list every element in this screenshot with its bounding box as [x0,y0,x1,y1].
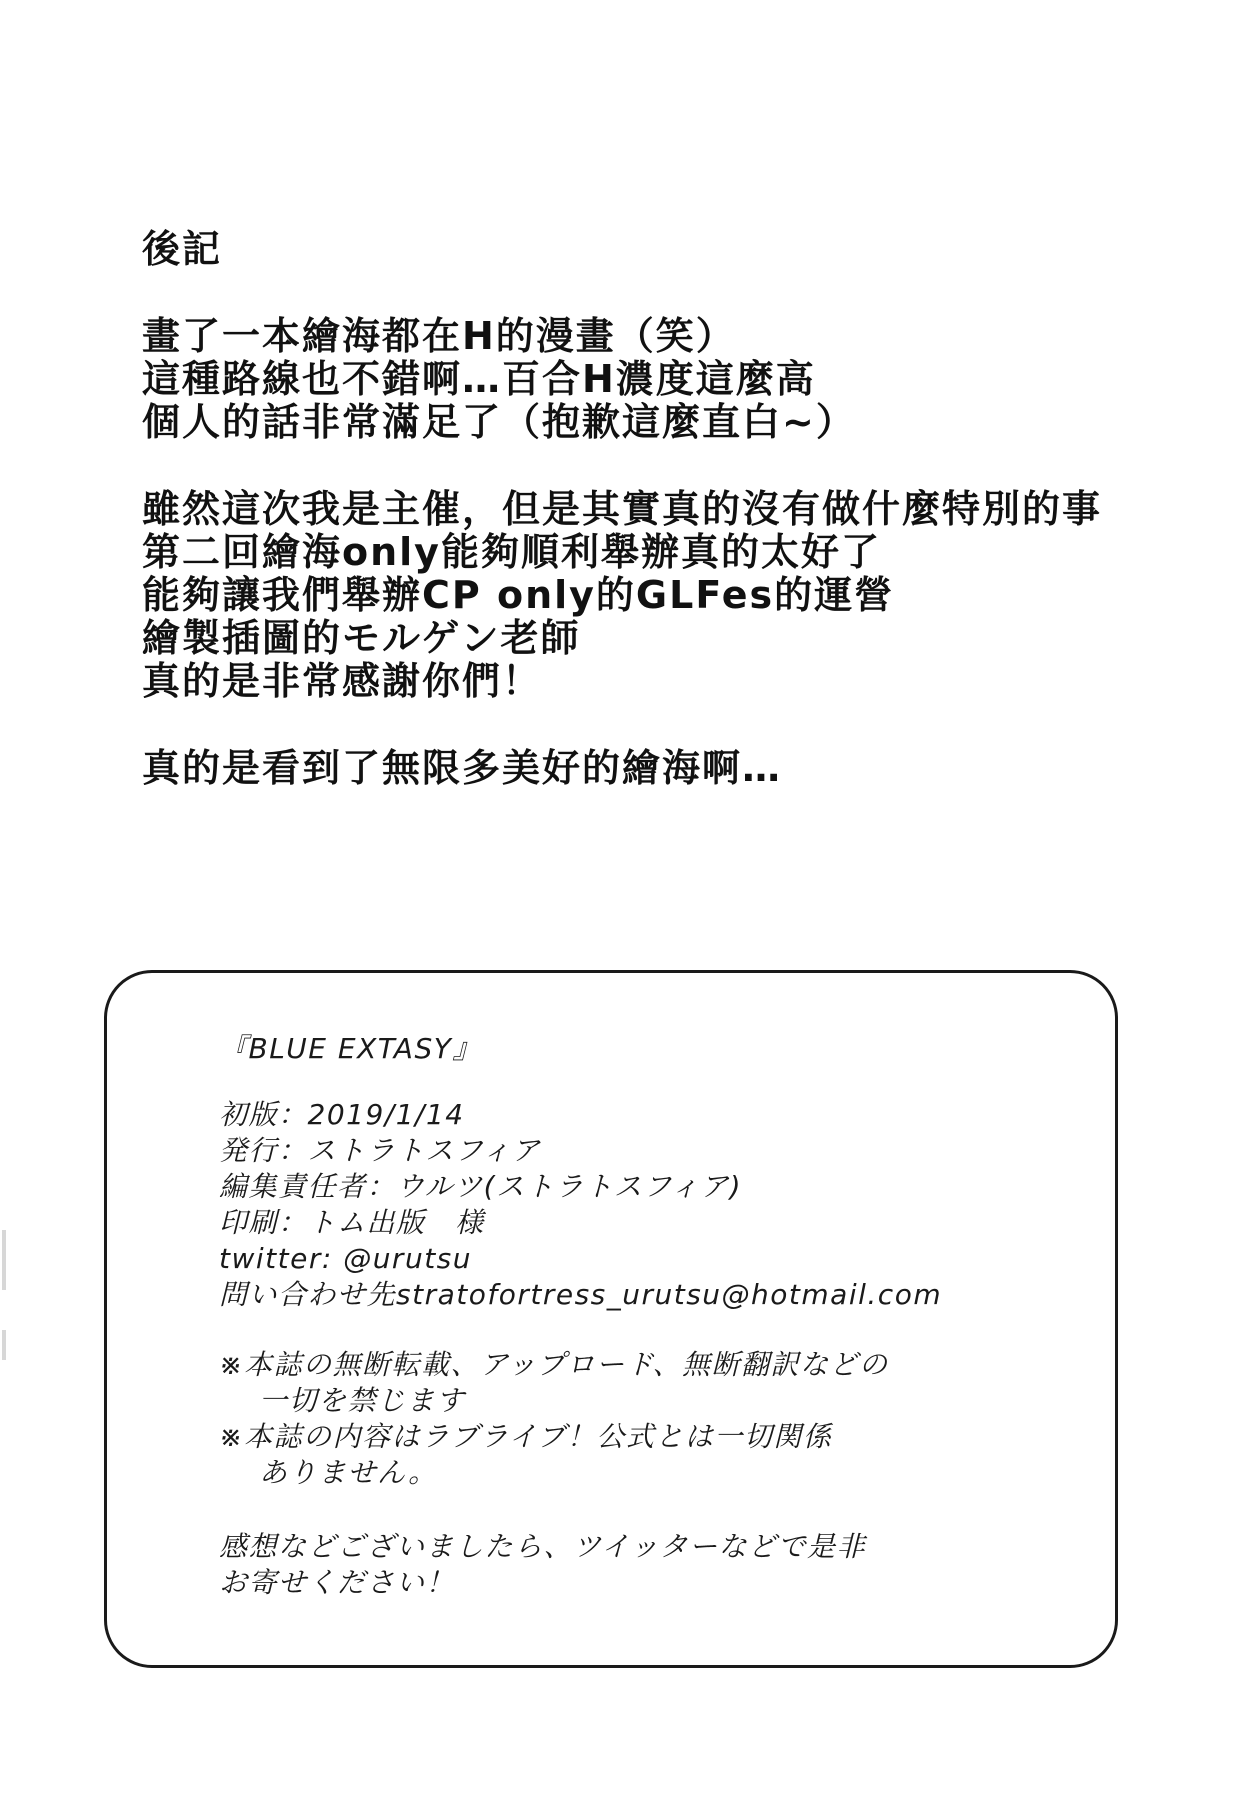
afterword-line: 雖然這次我是主催，但是其實真的沒有做什麼特別的事 [142,487,1103,531]
book-title: 『BLUE EXTASY』 [219,1032,482,1065]
copyright-notes [219,1347,942,1491]
spacer [142,444,1142,488]
note-line: ありません。 [259,1456,438,1489]
closing-message [219,1529,942,1601]
twitter-handle: twitter: @urutsu [219,1242,473,1275]
colophon-box [104,970,1118,1668]
afterword-line: 這種路線也不錯啊…百合H濃度這麼高 [142,357,816,401]
afterword-line: 繪製插圖的モルゲン老師 [142,616,581,660]
afterword-section [142,228,1142,790]
afterword-line: 能夠讓我們舉辦CP only的GLFes的運營 [142,573,895,617]
afterword-line: 真的是看到了無限多美好的繪海啊… [142,746,783,790]
afterword-line: 第二回繪海only能夠順利舉辦真的太好了 [142,530,881,574]
afterword-line: 畫了一本繪海都在H的漫畫（笑） [142,314,736,358]
scan-edge-mark [2,1330,6,1360]
afterword-heading: 後記 [142,227,223,271]
note-line: 一切を禁じます [259,1384,466,1417]
publisher: 発行：ストラトスフィア [219,1134,541,1167]
afterword-paragraph-2 [142,488,1142,703]
editor: 編集責任者：ウルツ(ストラトスフィア) [219,1170,742,1203]
note-line: ※本誌の内容はラブライブ！公式とは一切関係 [219,1420,833,1453]
spacer [142,271,1142,315]
afterword-paragraph-3 [142,747,1142,790]
scan-edge-mark [2,1230,6,1290]
colophon-content [219,1031,942,1601]
printer: 印刷：トム出版 様 [219,1206,485,1239]
afterword-paragraph-1 [142,315,1142,444]
closing-line: お寄せください！ [219,1566,456,1599]
closing-line: 感想などございましたら、ツイッターなどで是非 [219,1530,867,1563]
note-line: ※本誌の無断転載、アップロード、無断翻訳などの [219,1348,889,1381]
spacer [142,703,1142,747]
contact-email: 問い合わせ先stratofortress_urutsu@hotmail.com [219,1278,943,1311]
first-edition-date: 初版：2019/1/14 [219,1098,465,1131]
afterword-line: 個人的話非常滿足了（抱歉這麼直白~） [142,400,856,444]
afterword-line: 真的是非常感謝你們！ [142,659,543,703]
